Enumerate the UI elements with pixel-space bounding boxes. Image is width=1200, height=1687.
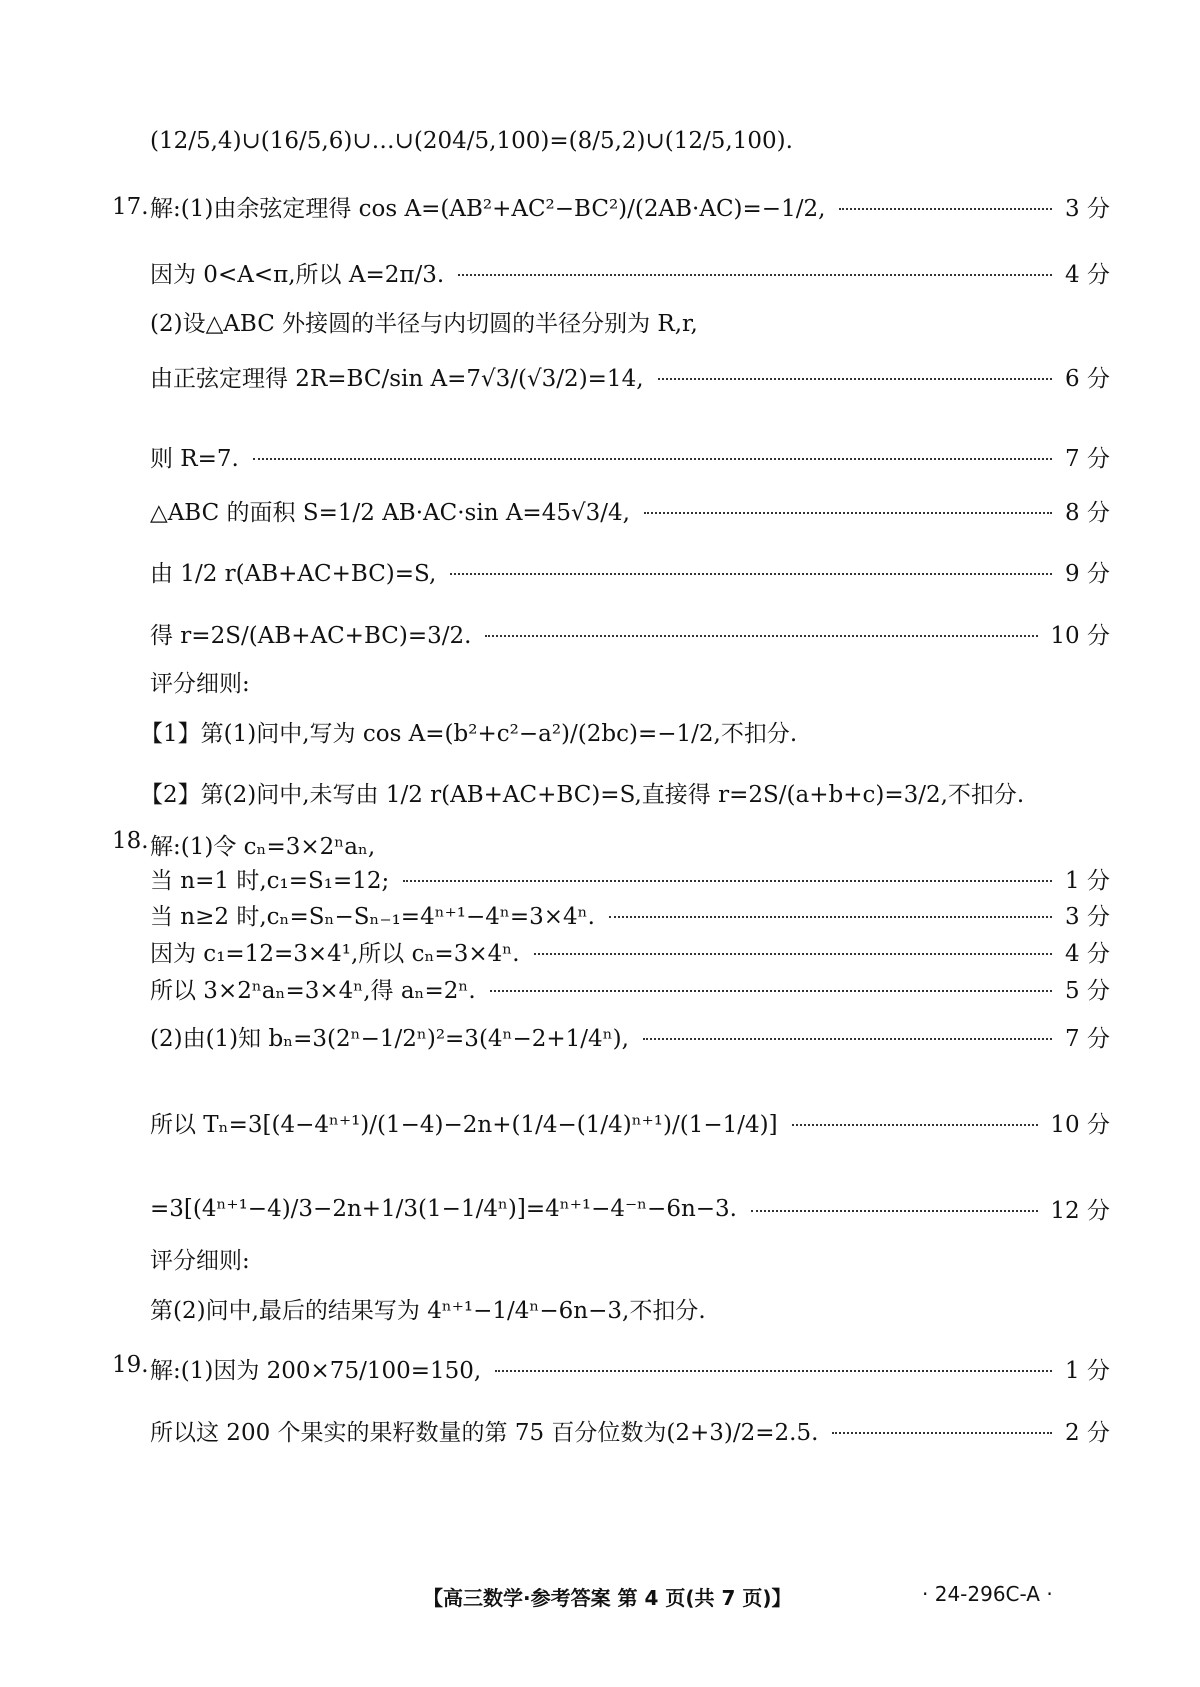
math-text: (12/5,4)∪(16/5,6)∪…∪(204/5,100)=(8/5,2)∪(12/5,100). — [150, 128, 793, 154]
score: 1 分 — [1065, 868, 1110, 894]
leader-dots — [253, 458, 1052, 460]
problem-number: 19. — [112, 1352, 149, 1378]
math-text: 当 n=1 时,c₁=S₁=12; — [150, 868, 390, 894]
leader-dots — [643, 1038, 1052, 1040]
math-text: 所以 3×2ⁿaₙ=3×4ⁿ,得 aₙ=2ⁿ. — [150, 978, 476, 1004]
score: 3 分 — [1065, 904, 1110, 930]
score: 8 分 — [1065, 500, 1110, 526]
rubric-item: 【1】第(1)问中,写为 cos A=(b²+c²−a²)/(2bc)=−1/2,不扣分. — [140, 721, 798, 747]
leader-dots — [839, 208, 1052, 210]
text-line — [150, 1020, 1110, 1053]
leader-dots — [403, 880, 1052, 882]
score: 6 分 — [1065, 366, 1110, 392]
text-line — [150, 190, 1110, 223]
text-line — [140, 776, 1110, 809]
math-text: 所以 Tₙ=3[(4−4ⁿ⁺¹)/(1−4)−2n+(1/4−(1/4)ⁿ⁺¹)/(1−1/4)] — [150, 1112, 778, 1138]
text-line — [150, 862, 1110, 895]
score: 5 分 — [1065, 978, 1110, 1004]
score: 1 分 — [1065, 1358, 1110, 1384]
leader-dots — [658, 378, 1052, 380]
rubric-heading: 评分细则: — [150, 671, 250, 697]
math-text: 因为 c₁=12=3×4¹,所以 cₙ=3×4ⁿ. — [150, 941, 520, 967]
math-text: △ABC 的面积 S=1/2 AB·AC·sin A=45√3/4, — [150, 500, 630, 526]
leader-dots — [609, 916, 1052, 918]
text-line — [150, 555, 1110, 588]
score: 10 分 — [1050, 623, 1110, 649]
leader-dots — [792, 1124, 1039, 1126]
math-text: 所以这 200 个果实的果籽数量的第 75 百分位数为(2+3)/2=2.5. — [150, 1420, 819, 1446]
text-line — [150, 1192, 1110, 1225]
text-line — [150, 1292, 1110, 1325]
score: 3 分 — [1065, 196, 1110, 222]
leader-dots — [458, 274, 1052, 276]
text-line — [150, 1414, 1110, 1447]
problem-number: 18. — [112, 828, 149, 854]
text-line — [150, 1242, 1110, 1275]
score: 9 分 — [1065, 561, 1110, 587]
math-text: 由正弦定理得 2R=BC/sin A=7√3/(√3/2)=14, — [150, 366, 644, 392]
math-text: 解:(1)由余弦定理得 cos A=(AB²+AC²−BC²)/(2AB·AC)=−1/2, — [150, 196, 826, 222]
math-text: 因为 0<A<π,所以 A=2π/3. — [150, 262, 445, 288]
rubric-item: 【2】第(2)问中,未写由 1/2 r(AB+AC+BC)=S,直接得 r=2S/(a+b+c)=3/2,不扣分. — [140, 782, 1025, 808]
text-line — [150, 935, 1110, 968]
score: 10 分 — [1050, 1112, 1110, 1138]
footer-title: 【高三数学·参考答案 第 4 页(共 7 页)】 — [423, 1586, 792, 1610]
text-line — [150, 1106, 1110, 1139]
leader-dots — [534, 953, 1052, 955]
math-text: 当 n≥2 时,cₙ=Sₙ−Sₙ₋₁=4ⁿ⁺¹−4ⁿ=3×4ⁿ. — [150, 904, 595, 930]
leader-dots — [485, 635, 1038, 637]
rubric-item: 第(2)问中,最后的结果写为 4ⁿ⁺¹−1/4ⁿ−6n−3,不扣分. — [150, 1298, 706, 1324]
leader-dots — [644, 512, 1052, 514]
text-line — [150, 665, 1110, 698]
math-text: =3[(4ⁿ⁺¹−4)/3−2n+1/3(1−1/4ⁿ)]=4ⁿ⁺¹−4⁻ⁿ−6n−3. — [150, 1195, 737, 1222]
text-line — [150, 256, 1110, 289]
math-text: 解:(1)因为 200×75/100=150, — [150, 1358, 482, 1384]
math-text: 由 1/2 r(AB+AC+BC)=S, — [150, 561, 437, 587]
leader-dots — [751, 1210, 1038, 1212]
score: 2 分 — [1065, 1420, 1110, 1446]
score: 7 分 — [1065, 1026, 1110, 1052]
text-line — [150, 440, 1110, 473]
text-line — [150, 898, 1110, 931]
leader-dots — [450, 573, 1052, 575]
text-line — [140, 715, 1110, 748]
score: 12 分 — [1050, 1198, 1110, 1224]
score: 7 分 — [1065, 446, 1110, 472]
text-line — [150, 828, 1110, 861]
text-line — [150, 617, 1110, 650]
text-line — [150, 1352, 1110, 1385]
text-line — [150, 305, 1110, 338]
text-line — [150, 128, 1110, 154]
leader-dots — [490, 990, 1052, 992]
score: 4 分 — [1065, 262, 1110, 288]
score: 4 分 — [1065, 941, 1110, 967]
text-line — [150, 360, 1110, 393]
text-line — [150, 494, 1110, 527]
footer-code: · 24-296C-A · — [922, 1582, 1053, 1606]
leader-dots — [495, 1370, 1052, 1372]
rubric-heading: 评分细则: — [150, 1248, 250, 1274]
math-text: 则 R=7. — [150, 446, 239, 472]
math-text: (2)由(1)知 bₙ=3(2ⁿ−1/2ⁿ)²=3(4ⁿ−2+1/4ⁿ), — [150, 1026, 629, 1052]
leader-dots — [832, 1432, 1052, 1434]
problem-number: 17. — [112, 194, 149, 220]
text-line — [150, 972, 1110, 1005]
math-text: 解:(1)令 cₙ=3×2ⁿaₙ, — [150, 834, 376, 860]
math-text: 得 r=2S/(AB+AC+BC)=3/2. — [150, 623, 472, 649]
math-text: (2)设△ABC 外接圆的半径与内切圆的半径分别为 R,r, — [150, 311, 698, 337]
